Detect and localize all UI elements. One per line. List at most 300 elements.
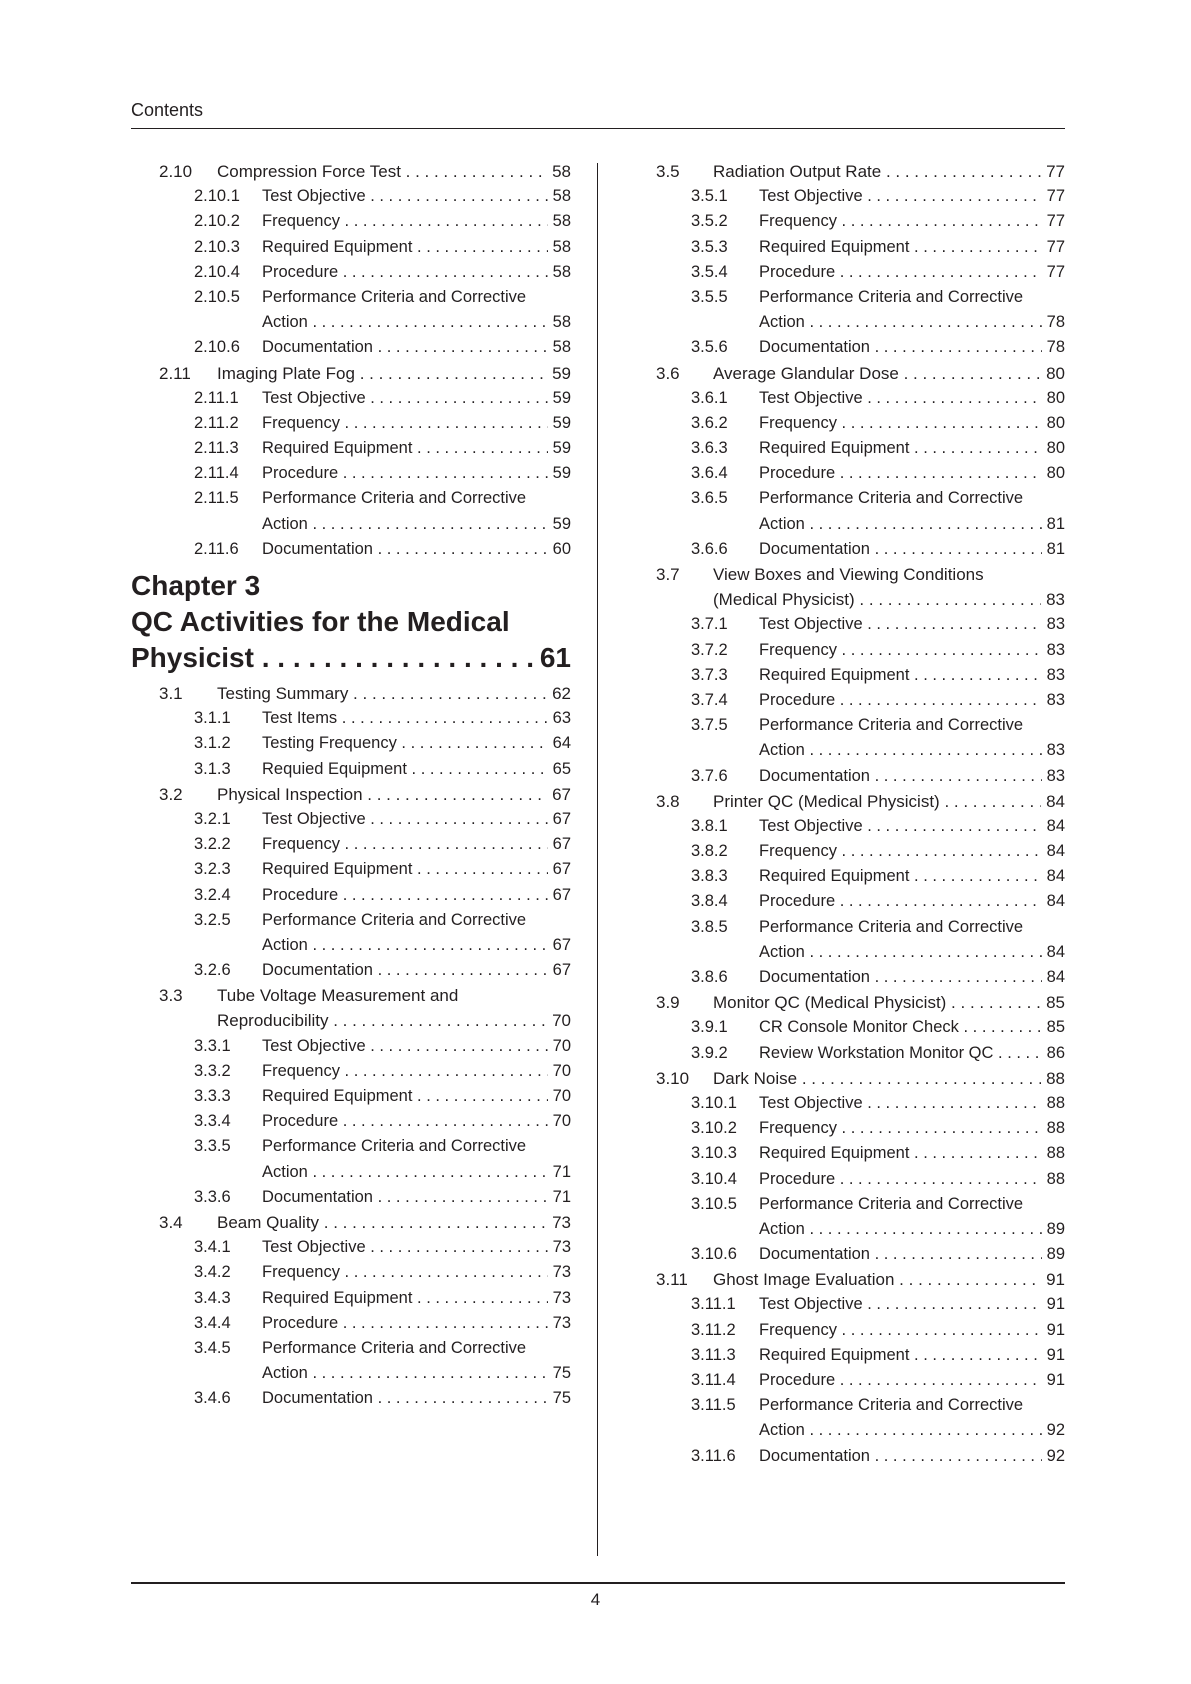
- toc-entry[interactable]: [625, 663, 1065, 688]
- toc-entry-title: Procedure . . .: [759, 1167, 1065, 1192]
- toc-entry[interactable]: [625, 889, 1065, 914]
- toc-entry-title: Required Equipment . . .: [759, 235, 1065, 260]
- toc-entry[interactable]: [131, 983, 571, 1008]
- toc-entry-page: 58: [548, 260, 571, 285]
- toc-entry[interactable]: [625, 184, 1065, 209]
- toc-entry-number: 3.10.5: [691, 1194, 737, 1213]
- toc-entry-page: 58: [548, 310, 571, 335]
- toc-entry[interactable]: [625, 688, 1065, 713]
- toc-entry-title: Procedure . . .: [262, 260, 571, 285]
- toc-entry-number: 3.7: [656, 565, 680, 584]
- toc-entry-title: Ghost Image Evaluation . . .: [713, 1267, 1065, 1292]
- toc-entry-title: Performance Criteria and Corrective: [759, 917, 1024, 936]
- toc-entry[interactable]: [625, 1393, 1065, 1418]
- toc-entry-number: 3.8.6: [691, 968, 728, 986]
- toc-entry-title: Average Glandular Dose . . .: [713, 361, 1065, 386]
- toc-entry[interactable]: [131, 1084, 571, 1109]
- toc-entry-title: Action . . .: [759, 1217, 1065, 1242]
- toc-entry-title: Procedure . . .: [759, 688, 1065, 713]
- toc-entry[interactable]: [131, 512, 571, 537]
- toc-entry[interactable]: [625, 361, 1065, 386]
- toc-entry-number: 3.11.1: [691, 1295, 736, 1314]
- toc-entry-title: Performance Criteria and Corrective: [759, 287, 1024, 306]
- toc-entry[interactable]: [625, 1141, 1065, 1166]
- toc-entry[interactable]: [625, 209, 1065, 234]
- toc-entry-title: Required Equipment . . .: [262, 857, 571, 882]
- toc-entry[interactable]: [625, 990, 1065, 1015]
- toc-entry-title: Performance Criteria and Corrective: [262, 1137, 527, 1156]
- toc-entry[interactable]: [131, 1008, 571, 1033]
- toc-entry-number: 3.4.1: [194, 1238, 231, 1257]
- toc-entry-page: 80: [1041, 361, 1065, 386]
- toc-entry-title: Procedure . . .: [759, 889, 1065, 914]
- toc-entry-page: 73: [548, 1260, 571, 1285]
- toc-entry-number: 3.6.5: [691, 489, 728, 508]
- toc-entry-title: Documentation . . .: [759, 335, 1065, 360]
- toc-entry-number: 2.10.4: [194, 262, 240, 281]
- toc-entry-title: Test Objective . . .: [262, 807, 571, 832]
- toc-entry-title: Testing Frequency . . .: [262, 731, 571, 756]
- toc-entry-page: 84: [1042, 814, 1065, 839]
- toc-entry-title: Frequency . . .: [759, 411, 1065, 436]
- toc-entry-page: 64: [548, 731, 571, 756]
- toc-list-left-before: [131, 159, 571, 562]
- toc-entry-page: 58: [548, 235, 571, 260]
- toc-entry-title: Test Objective . . .: [759, 184, 1065, 209]
- toc-entry-number: 3.2.4: [194, 885, 231, 904]
- toc-entry-number: 3.3.2: [194, 1061, 231, 1080]
- toc-entry[interactable]: [625, 1015, 1065, 1040]
- toc-entry-number: 3.11.4: [691, 1371, 736, 1389]
- toc-entry[interactable]: [625, 1091, 1065, 1116]
- toc-entry-title: Printer QC (Medical Physicist) . . .: [713, 789, 1065, 814]
- toc-list-left-after: [131, 681, 571, 1411]
- toc-entry-page: 67: [548, 807, 571, 832]
- toc-entry-title: Performance Criteria and Corrective: [262, 1338, 527, 1357]
- toc-entry[interactable]: [625, 562, 1065, 587]
- toc-entry-page: 89: [1042, 1242, 1065, 1267]
- toc-entry-page: 80: [1042, 461, 1065, 486]
- toc-entry[interactable]: [131, 1386, 571, 1411]
- toc-entry-title: Frequency . . .: [262, 411, 571, 436]
- toc-entry-number: 3.4: [159, 1212, 183, 1232]
- toc-entry-page: 58: [548, 184, 571, 209]
- toc-entry-title: Procedure . . .: [759, 461, 1065, 486]
- toc-entry-number: 3.5.3: [691, 237, 728, 256]
- toc-entry-title: Performance Criteria and Corrective: [759, 1396, 1024, 1415]
- toc-entry[interactable]: [625, 512, 1065, 537]
- toc-entry-page: 89: [1042, 1217, 1065, 1242]
- toc-entry-title: Test Objective . . .: [759, 612, 1065, 637]
- toc-entry-page: 78: [1042, 335, 1065, 360]
- toc-entry-page: 88: [1042, 1091, 1065, 1116]
- column-divider: [597, 163, 598, 1556]
- toc-entry-title: Test Objective . . .: [262, 1235, 571, 1260]
- toc-entry-title: Action . . .: [262, 512, 571, 537]
- toc-entry[interactable]: [131, 386, 571, 411]
- toc-entry[interactable]: [131, 908, 571, 933]
- toc-entry[interactable]: [131, 706, 571, 731]
- toc-entry-title: Action . . .: [262, 933, 571, 958]
- toc-entry-title: Procedure . . .: [759, 260, 1065, 285]
- toc-entry-number: 3.2.1: [194, 809, 231, 828]
- toc-entry-page: 86: [1042, 1041, 1065, 1066]
- toc-entry-number: 2.11: [159, 363, 191, 383]
- toc-entry-title: Documentation . . .: [262, 958, 571, 983]
- toc-entry[interactable]: [625, 1368, 1065, 1393]
- toc-entry-number: 3.10.3: [691, 1144, 737, 1163]
- toc-entry-number: 3.4.3: [194, 1288, 231, 1307]
- toc-entry-page: 85: [1042, 1015, 1065, 1040]
- chapter-page-number: 61: [534, 640, 571, 676]
- toc-entry[interactable]: [131, 1134, 571, 1159]
- toc-entry[interactable]: [625, 386, 1065, 411]
- toc-entry-title: Performance Criteria and Corrective: [262, 489, 527, 508]
- toc-entry[interactable]: [625, 159, 1065, 184]
- toc-entry-page: 80: [1042, 386, 1065, 411]
- toc-entry[interactable]: [625, 1192, 1065, 1217]
- toc-entry-page: 83: [1042, 738, 1065, 763]
- toc-entry[interactable]: [625, 461, 1065, 486]
- toc-entry[interactable]: [131, 1235, 571, 1260]
- toc-entry-title: Frequency . . .: [262, 209, 571, 234]
- toc-entry-page: 78: [1042, 310, 1065, 335]
- toc-entry[interactable]: [131, 731, 571, 756]
- toc-entry-page: 67: [548, 958, 571, 983]
- toc-entry-number: 3.5.4: [691, 262, 728, 281]
- toc-entry-number: 3.3.3: [194, 1087, 231, 1105]
- toc-entry-number: 3.2: [159, 784, 183, 804]
- toc-entry-number: 3.7.2: [691, 640, 728, 659]
- toc-entry-number: 2.10.5: [194, 287, 240, 306]
- toc-entry-title: Required Equipment . . .: [759, 1141, 1065, 1166]
- footer-rule: [131, 1582, 1065, 1584]
- toc-entry[interactable]: [131, 335, 571, 360]
- toc-entry-number: 3.1: [159, 684, 183, 703]
- toc-entry-number: 3.8.5: [691, 917, 728, 936]
- toc-entry-page: 83: [1042, 688, 1065, 713]
- toc-entry[interactable]: [625, 1418, 1065, 1443]
- toc-entry-page: 83: [1042, 764, 1065, 789]
- toc-entry-page: 77: [1042, 235, 1065, 260]
- toc-entry-page: 67: [548, 933, 571, 958]
- toc-entry-title: Frequency . . .: [759, 1116, 1065, 1141]
- page-number: 4: [590, 1590, 601, 1609]
- toc-entry-page: 67: [548, 883, 571, 908]
- toc-entry-title: Performance Criteria and Corrective: [759, 716, 1024, 735]
- toc-entry-title: Frequency . . .: [759, 1318, 1065, 1343]
- toc-entry-page: 70: [547, 1008, 571, 1033]
- toc-entry[interactable]: [625, 789, 1065, 814]
- toc-entry[interactable]: [131, 1059, 571, 1084]
- toc-entry-title: Testing Summary . . .: [217, 681, 571, 706]
- toc-entry[interactable]: [131, 285, 571, 310]
- toc-entry-title: Action . . .: [262, 1361, 571, 1386]
- toc-entry-title: Frequency . . .: [262, 1260, 571, 1285]
- toc-entry-number: 3.10.4: [691, 1169, 737, 1188]
- toc-entry[interactable]: [131, 310, 571, 335]
- toc-entry[interactable]: [625, 1066, 1065, 1091]
- toc-entry[interactable]: [625, 638, 1065, 663]
- toc-entry[interactable]: [131, 933, 571, 958]
- toc-entry-page: 84: [1042, 839, 1065, 864]
- toc-entry-page: 92: [1042, 1418, 1065, 1443]
- toc-entry-title: Action . . .: [759, 940, 1065, 965]
- toc-entry-page: 85: [1041, 990, 1065, 1015]
- toc-entry-number: 3.7.4: [691, 690, 728, 709]
- toc-entry-page: 91: [1042, 1292, 1065, 1317]
- toc-entry[interactable]: [131, 209, 571, 234]
- toc-entry-number: 3.2.2: [194, 835, 231, 854]
- toc-entry-number: 3.7.5: [691, 716, 728, 735]
- toc-entry[interactable]: [131, 461, 571, 486]
- toc-entry[interactable]: [625, 1267, 1065, 1292]
- toc-entry[interactable]: [625, 310, 1065, 335]
- toc-left-column: [131, 159, 571, 1411]
- toc-entry-number: 3.4.2: [194, 1263, 231, 1282]
- toc-entry-number: 2.11.1: [194, 388, 239, 407]
- toc-entry[interactable]: [131, 1185, 571, 1210]
- toc-entry-title: Requied Equipment . . .: [262, 757, 571, 782]
- toc-entry-number: 3.9: [656, 993, 680, 1013]
- toc-entry[interactable]: [625, 1242, 1065, 1267]
- toc-entry[interactable]: [131, 436, 571, 461]
- toc-entry-number: 3.5.1: [691, 187, 728, 206]
- toc-entry[interactable]: [131, 1160, 571, 1185]
- toc-entry[interactable]: [131, 1210, 571, 1235]
- toc-entry[interactable]: [131, 486, 571, 511]
- chapter-label: Chapter 3: [131, 570, 261, 601]
- toc-entry[interactable]: [131, 1336, 571, 1361]
- toc-entry[interactable]: [625, 411, 1065, 436]
- toc-entry-number: 3.6.3: [691, 439, 728, 458]
- toc-entry-title: Action . . .: [262, 310, 571, 335]
- toc-entry[interactable]: [131, 681, 571, 706]
- toc-entry[interactable]: [131, 411, 571, 436]
- toc-entry[interactable]: [625, 1318, 1065, 1343]
- toc-entry[interactable]: [131, 1361, 571, 1386]
- toc-entry-number: 3.10.2: [691, 1119, 737, 1138]
- toc-entry[interactable]: [131, 1286, 571, 1311]
- toc-entry-page: 71: [548, 1160, 571, 1185]
- chapter-title-line1: QC Activities for the Medical: [131, 606, 510, 637]
- toc-entry-title: Procedure . . .: [759, 1368, 1065, 1393]
- toc-entry-page: 70: [548, 1034, 571, 1059]
- toc-entry-number: 3.7.6: [691, 766, 728, 785]
- toc-entry[interactable]: [131, 1260, 571, 1285]
- chapter-title-line2-row: [131, 640, 571, 676]
- toc-entry-number: 2.10.1: [194, 187, 240, 206]
- toc-entry-number: 2.11.3: [194, 439, 239, 458]
- toc-entry[interactable]: [625, 612, 1065, 637]
- toc-entry-number: 2.10.6: [194, 338, 240, 357]
- toc-entry-number: 3.6.6: [691, 539, 728, 558]
- toc-entry-page: 91: [1042, 1368, 1065, 1393]
- toc-entry-title: Test Objective . . .: [759, 1091, 1065, 1116]
- toc-entry-number: 3.11: [656, 1270, 688, 1290]
- toc-entry-title: Performance Criteria and Corrective: [759, 489, 1024, 508]
- toc-entry-number: 3.6.4: [691, 464, 728, 483]
- toc-entry-page: 77: [1041, 159, 1065, 184]
- toc-entry-number: 2.11.2: [194, 413, 239, 432]
- toc-entry[interactable]: [625, 713, 1065, 738]
- toc-entry-title: Documentation . . .: [262, 335, 571, 360]
- toc-entry-page: 59: [548, 461, 571, 486]
- toc-entry[interactable]: [131, 807, 571, 832]
- toc-entry-number: 3.8.4: [691, 892, 728, 911]
- toc-entry[interactable]: [625, 764, 1065, 789]
- toc-entry-title: Procedure . . .: [262, 1109, 571, 1134]
- toc-entry-page: 80: [1042, 436, 1065, 461]
- toc-entry[interactable]: [625, 864, 1065, 889]
- toc-entry-page: 73: [548, 1235, 571, 1260]
- toc-entry[interactable]: [131, 782, 571, 807]
- toc-entry-number: 3.11.5: [691, 1396, 736, 1415]
- toc-entry-number: 3.5.6: [691, 338, 728, 357]
- toc-entry[interactable]: [625, 1292, 1065, 1317]
- toc-entry-title: Documentation . . .: [262, 1386, 571, 1411]
- toc-entry[interactable]: [625, 335, 1065, 360]
- toc-entry-number: 3.5.5: [691, 287, 728, 306]
- toc-entry-number: 3.8.1: [691, 816, 728, 835]
- toc-entry-page: 59: [548, 436, 571, 461]
- toc-entry-number: 3.2.3: [194, 860, 231, 879]
- toc-entry[interactable]: [625, 537, 1065, 562]
- toc-entry-title: Action . . .: [262, 1160, 571, 1185]
- toc-entry[interactable]: [131, 537, 571, 562]
- toc-entry-title: Review Workstation Monitor QC . . .: [759, 1041, 1065, 1066]
- toc-entry-title: Procedure . . .: [262, 461, 571, 486]
- toc-entry-number: 3.8.3: [691, 867, 728, 886]
- toc-entry-title: Required Equipment . . .: [262, 235, 571, 260]
- toc-entry-number: 3.10: [656, 1068, 690, 1088]
- toc-entry-number: 3.1.1: [194, 709, 231, 728]
- toc-entry[interactable]: [131, 260, 571, 285]
- toc-entry[interactable]: [131, 857, 571, 882]
- toc-entry[interactable]: [625, 1444, 1065, 1469]
- toc-entry-title: Radiation Output Rate . . .: [713, 159, 1065, 184]
- toc-entry-page: 73: [547, 1210, 571, 1235]
- toc-entry-title: Reproducibility . . .: [217, 1008, 571, 1033]
- toc-entry-title: Test Items . . .: [262, 706, 571, 731]
- toc-entry-number: 3.11.2: [691, 1320, 736, 1339]
- toc-entry[interactable]: [131, 1109, 571, 1134]
- toc-entry[interactable]: [131, 883, 571, 908]
- toc-entry-title: Physical Inspection . . .: [217, 782, 571, 807]
- toc-entry-page: 70: [548, 1084, 571, 1109]
- toc-entry[interactable]: [625, 587, 1065, 612]
- toc-entry-page: 92: [1042, 1444, 1065, 1469]
- toc-entry-number: 2.10.3: [194, 237, 240, 256]
- toc-entry-title: Performance Criteria and Corrective: [759, 1194, 1024, 1213]
- toc-entry-page: 71: [548, 1185, 571, 1210]
- toc-entry-title: Documentation . . .: [262, 1185, 571, 1210]
- toc-entry[interactable]: [131, 235, 571, 260]
- toc-entry-page: 59: [548, 386, 571, 411]
- toc-entry-page: 88: [1042, 1141, 1065, 1166]
- toc-entry-page: 75: [548, 1386, 571, 1411]
- toc-entry[interactable]: [131, 1311, 571, 1336]
- toc-entry[interactable]: [625, 1116, 1065, 1141]
- toc-entry-title: Action . . .: [759, 1418, 1065, 1443]
- toc-entry-number: 3.6: [656, 363, 680, 383]
- chapter-heading[interactable]: [131, 568, 571, 676]
- toc-entry-title: Test Objective . . .: [262, 386, 571, 411]
- toc-entry[interactable]: [625, 1343, 1065, 1368]
- toc-entry[interactable]: [625, 486, 1065, 511]
- toc-entry[interactable]: [131, 184, 571, 209]
- toc-entry[interactable]: [625, 436, 1065, 461]
- toc-entry-number: 3.9.1: [691, 1018, 728, 1037]
- toc-entry[interactable]: [625, 738, 1065, 763]
- toc-entry-page: 83: [1042, 612, 1065, 637]
- toc-entry-title: Test Objective . . .: [759, 386, 1065, 411]
- toc-entry-title: Required Equipment . . .: [759, 1343, 1065, 1368]
- toc-entry-title: Action . . .: [759, 512, 1065, 537]
- toc-entry[interactable]: [625, 965, 1065, 990]
- toc-entry-page: 67: [548, 857, 571, 882]
- toc-entry-number: 3.1.3: [194, 759, 231, 778]
- toc-entry-number: 3.2.6: [194, 961, 231, 980]
- toc-entry[interactable]: [131, 757, 571, 782]
- toc-entry[interactable]: [625, 285, 1065, 310]
- toc-entry-page: 91: [1041, 1267, 1065, 1292]
- toc-entry-page: 77: [1042, 209, 1065, 234]
- toc-entry-title: View Boxes and Viewing Conditions: [713, 565, 984, 584]
- toc-entry-page: 60: [548, 537, 571, 562]
- toc-entry-title: Frequency . . .: [759, 638, 1065, 663]
- toc-entry-number: 3.3: [159, 986, 183, 1006]
- toc-entry-title: Imaging Plate Fog . . .: [217, 361, 571, 386]
- toc-entry-title: Required Equipment . . .: [759, 436, 1065, 461]
- toc-entry-title: Documentation . . .: [759, 764, 1065, 789]
- toc-entry[interactable]: [625, 814, 1065, 839]
- toc-entry-number: 3.6.1: [691, 388, 728, 407]
- toc-entry[interactable]: [131, 159, 571, 184]
- toc-entry-number: 3.2.5: [194, 910, 231, 929]
- toc-entry[interactable]: [131, 361, 571, 386]
- toc-entry-page: 63: [548, 706, 571, 731]
- toc-entry[interactable]: [625, 839, 1065, 864]
- toc-entry[interactable]: [625, 1167, 1065, 1192]
- toc-entry[interactable]: [625, 260, 1065, 285]
- toc-entry-number: 3.3.6: [194, 1187, 231, 1206]
- toc-entry-title: Frequency . . .: [759, 209, 1065, 234]
- toc-entry-title: Required Equipment . . .: [759, 864, 1065, 889]
- toc-entry[interactable]: [625, 1217, 1065, 1242]
- toc-entry-page: 70: [548, 1109, 571, 1134]
- toc-entry-title: Documentation . . .: [759, 1444, 1065, 1469]
- toc-entry-page: 88: [1042, 1116, 1065, 1141]
- toc-entry-title: Test Objective . . .: [759, 814, 1065, 839]
- toc-entry-page: 84: [1042, 864, 1065, 889]
- toc-entry-number: 3.3.5: [194, 1137, 231, 1156]
- toc-entry[interactable]: [131, 1034, 571, 1059]
- toc-entry-page: 58: [548, 209, 571, 234]
- toc-entry[interactable]: [131, 958, 571, 983]
- toc-entry[interactable]: [625, 235, 1065, 260]
- toc-entry[interactable]: [625, 915, 1065, 940]
- toc-entry-number: 3.8: [656, 791, 680, 811]
- toc-entry-title: Required Equipment . . .: [262, 1286, 571, 1311]
- toc-entry[interactable]: [131, 832, 571, 857]
- header-rule: [131, 128, 1065, 129]
- toc-entry[interactable]: [625, 1041, 1065, 1066]
- toc-entry-page: 88: [1042, 1167, 1065, 1192]
- toc-entry[interactable]: [625, 940, 1065, 965]
- toc-entry-title: Procedure . . .: [262, 883, 571, 908]
- toc-entry-number: 3.5: [656, 162, 680, 181]
